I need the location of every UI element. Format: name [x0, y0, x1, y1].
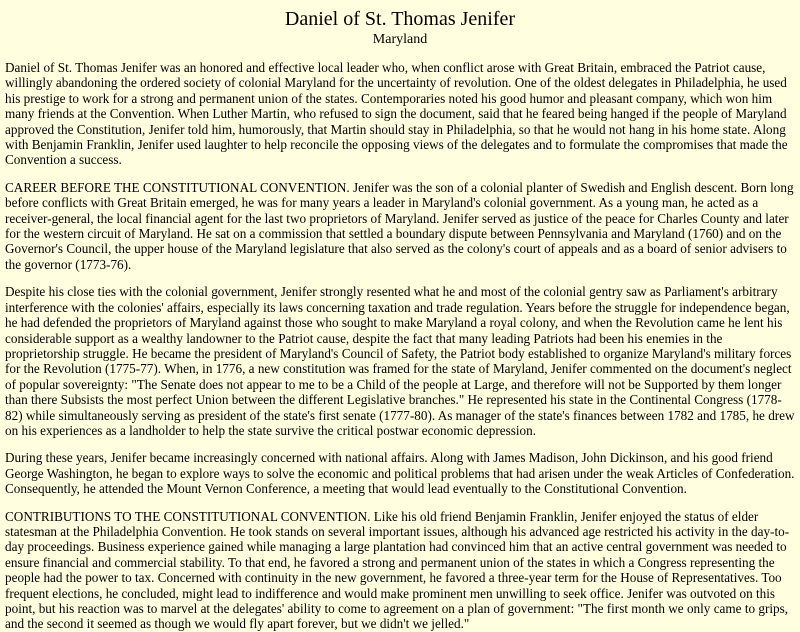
paragraph-national-affairs: During these years, Jenifer became increasingly concerned with national affairs. Along with James Madison, John Dickinson, and his good friend George Washington, he began to explore ways to solve the economic and political problems that had arisen under the weak Articles of Confederation. Consequently, he attended the Mount Vernon Conference, a meeting that would lead eventually to the Constitutional Convention. — [5, 450, 795, 497]
document-page — [0, 8, 800, 632]
page-title: Daniel of St. Thomas Jenifer — [284, 8, 516, 30]
paragraph-intro: Daniel of St. Thomas Jenifer was an honored and effective local leader who, when conflict arose with Great Britain, embraced the Patriot cause, willingly abandoning the ordered society of colonial Maryland for the uncertainty of revolution. One of the oldest delegates in Philadelphia, he used his prestige to work for a strong and permanent union of the states. Contemporaries noted his good humor and pleasant company, which won him many friends at the Convention. When Luther Martin, who refused to sign the document, said that he feared being hanged if the people of Maryland approved the Constitution, Jenifer told him, humorously, that Martin should stay in Philadelphia, so that he would not hang in his home state. Along with Benjamin Franklin, Jenifer used laughter to help reconcile the opposing views of the delegates and to formulate the compromises that made the Convention a success. — [5, 60, 788, 168]
document-body — [0, 60, 800, 632]
paragraph-contributions: CONTRIBUTIONS TO THE CONSTITUTIONAL CONVENTION. Like his old friend Benjamin Franklin, Jenifer enjoyed the status of elder statesman at the Philadelphia Convention. He took stands on several important issues, although his advanced age restricted his activity in the day-to-day proceedings. Business experience gained while managing a large plantation had convinced him that an active central government was needed to ensure financial and commercial stability. To that end, he favored a strong and permanent union of the states in which a Congress representing the people had the power to tax. Concerned with continuity in the new government, he favored a three-year term for the House of Representatives. Too frequent elections, he concluded, might lead to indifference and would make prominent men unwilling to seek office. Jenifer was outvoted on this point, but his reaction was to marvel at the delegates' ability to come to agreement on a plan of government: "The first month we only came to grips, and the second it seemed as though we would fly apart forever, but we didn't we jelled." — [5, 508, 790, 632]
paragraph-revolution: Despite his close ties with the colonial government, Jenifer strongly resented what he and most of the colonial gentry saw as Parliament's arbitrary interference with the colonies' affairs, especially its laws concerning taxation and trade regulation. Years before the struggle for independence began, he had defended the proprietors of Maryland against those who sought to make Maryland a royal colony, and when the Revolution came he lent his considerable support as a wealthy landowner to the Patriot cause, despite the fact that many leading Patriots had been his enemies in the proprietorship struggle. He became the president of Maryland's Council of Safety, the Patriot body established to organize Maryland's military forces for the Revolution (1775-77). When, in 1776, a new constitution was framed for the state of Maryland, Jenifer commented on the document's neglect of popular sovereignty: "The Senate does not appear to me to be a Child of the people at Large, and therefore will not be Supported by them longer than there Subsists the most perfect Union between the different Legislative branches." He represented his state in the Continental Congress (1778-82) while simultaneously serving as president of the state's first senate (1777-80). As manager of the state's finances between 1782 and 1785, he drew on his experiences as a landholder to help the state survive the critical postwar economic depression. — [5, 284, 795, 438]
paragraph-career: CAREER BEFORE THE CONSTITUTIONAL CONVENTION. Jenifer was the son of a colonial planter of Swedish and English descent. Born long before conflicts with Great Britain emerged, he was for many years a leader in Maryland's colonial government. As a young man, he acted as a receiver-general, the local financial agent for the last two proprietors of Maryland. Jenifer served as justice of the peace for Charles County and later for the western circuit of Maryland. He sat on a commission that settled a boundary dispute between Pennsylvania and Maryland (1760) and on the Governor's Council, the upper house of the Maryland legislature that also served as the colony's court of appeals and as a board of senior advisers to the governor (1773-76). — [5, 179, 794, 272]
page-subtitle: Maryland — [372, 32, 428, 47]
